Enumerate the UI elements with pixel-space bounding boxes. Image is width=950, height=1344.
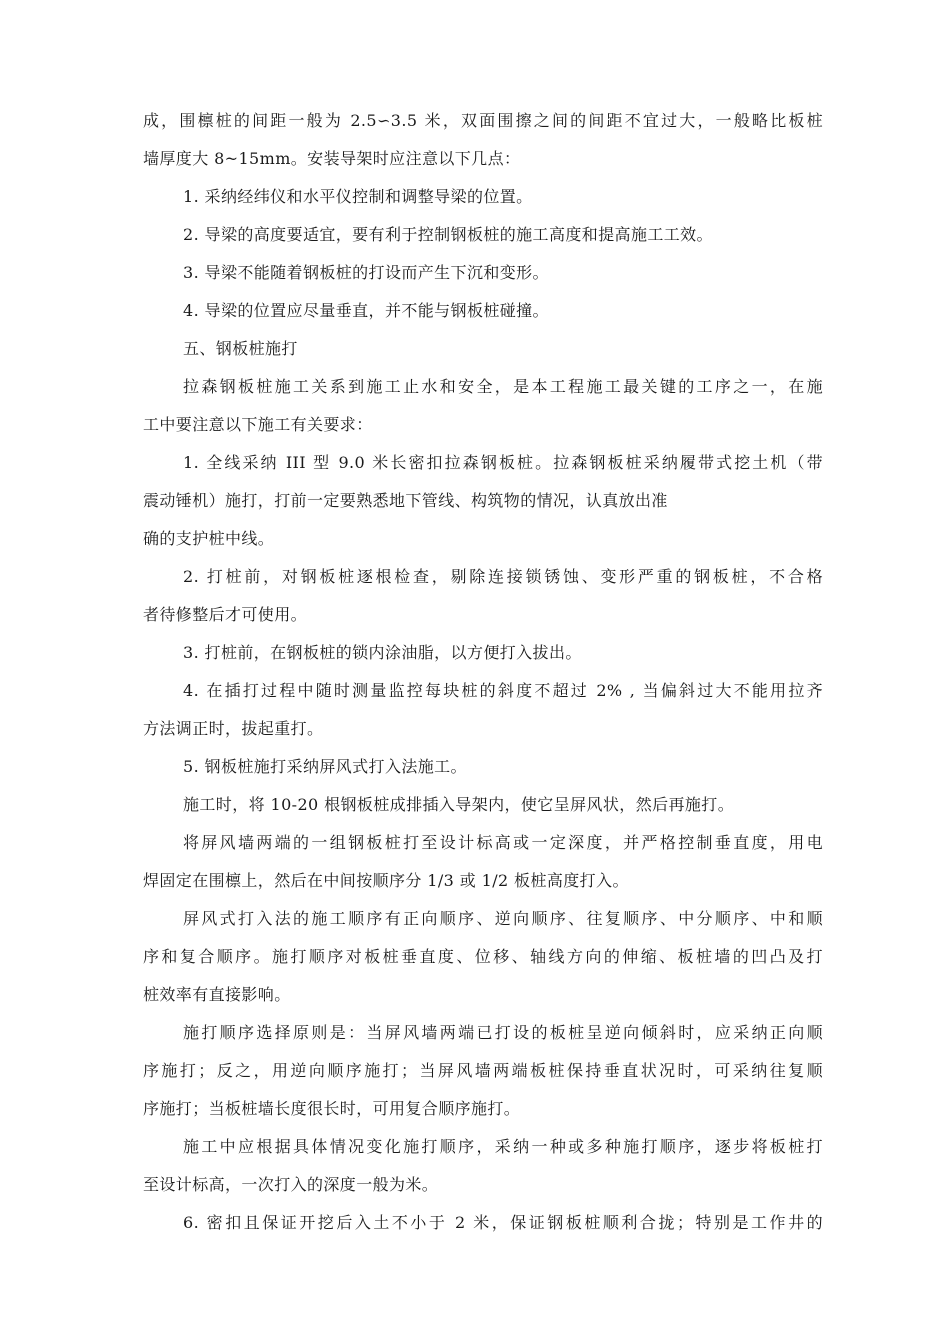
text-line: 屏风式打入法的施工顺序有正向顺序、逆向顺序、往复顺序、中分顺序、中和顺 [183,909,823,928]
text-line: 墙厚度大 8~15mm。安装导架时应注意以下几点： [143,149,521,168]
text-line: 桩效率有直接影响。 [143,985,291,1004]
text-line: 施工中应根据具体情况变化施打顺序，采纳一种或多种施打顺序，逐步将板桩打 [183,1137,823,1156]
text-line: 序施打；当板桩墙长度很长时，可用复合顺序施打。 [143,1099,521,1118]
text-line: 震动锤机）施打，打前一定要熟悉地下管线、构筑物的情况，认真放出准 [143,491,668,510]
text-line: 五、钢板桩施打 [183,339,298,358]
text-line: 方法调正时，拔起重打。 [143,719,324,738]
text-line: 施工时，将 10-20 根钢板桩成排插入导架内，使它呈屏风状，然后再施打。 [183,795,735,814]
text-line: 6. 密扣且保证开挖后入土不小于 2 米，保证钢板桩顺利合拢；特别是工作井的 [183,1213,823,1232]
text-line: 焊固定在围檩上，然后在中间按顺序分 1/3 或 1/2 板桩高度打入。 [143,871,629,890]
text-line: 工中要注意以下施工有关要求： [143,415,373,434]
text-line: 3. 导梁不能随着钢板桩的打设而产生下沉和变形。 [183,263,549,282]
text-line: 3. 打桩前，在钢板桩的锁内涂油脂，以方便打入拔出。 [183,643,582,662]
text-line: 成，围檩桩的间距一般为 2.5∽3.5 米，双面围擦之间的间距不宜过大，一般略比板桩 [143,111,823,130]
body-text [143,102,823,1242]
text-line: 5. 钢板桩施打采纳屏风式打入法施工。 [183,757,467,776]
text-line: 至设计标高，一次打入的深度一般为米。 [143,1175,439,1194]
text-line: 4. 在插打过程中随时测量监控每块桩的斜度不超过 2% , 当偏斜过大不能用拉齐 [183,681,823,700]
text-line: 2. 打桩前，对钢板桩逐根检查，剔除连接锁锈蚀、变形严重的钢板桩，不合格 [183,567,823,586]
text-line: 序施打；反之，用逆向顺序施打；当屏风墙两端板桩保持垂直状况时，可采纳往复顺 [143,1061,823,1080]
text-line: 施打顺序选择原则是：当屏风墙两端已打设的板桩呈逆向倾斜时，应采纳正向顺 [183,1023,823,1042]
text-line: 者待修整后才可使用。 [143,605,308,624]
text-line: 确的支护桩中线。 [143,529,275,548]
text-line: 拉森钢板桩施工关系到施工止水和安全，是本工程施工最关键的工序之一，在施 [183,377,823,396]
text-line: 1. 采纳经纬仪和水平仪控制和调整导梁的位置。 [183,187,533,206]
text-line: 序和复合顺序。施打顺序对板桩垂直度、位移、轴线方向的伸缩、板桩墙的凹凸及打 [143,947,823,966]
text-line: 将屏风墙两端的一组钢板桩打至设计标高或一定深度，并严格控制垂直度，用电 [183,833,823,852]
text-line: 4. 导梁的位置应尽量垂直，并不能与钢板桩碰撞。 [183,301,549,320]
text-line: 2. 导梁的高度要适宜，要有利于控制钢板桩的施工高度和提高施工工效。 [183,225,713,244]
text-line: 1. 全线采纳 III 型 9.0 米长密扣拉森钢板桩。拉森钢板桩采纳履带式挖土机（带 [183,453,823,472]
